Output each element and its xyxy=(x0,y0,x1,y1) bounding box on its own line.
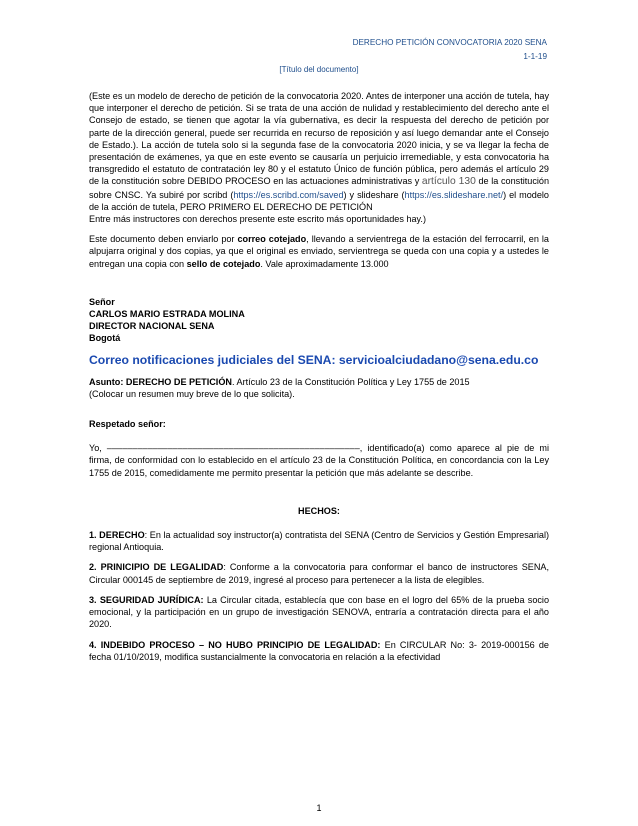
intro-text-4: ) el modelo de la acción de tutela, PERO PRIMERO EL DERECHO DE PETICIÓN xyxy=(89,189,549,212)
subject-paragraph xyxy=(89,376,549,400)
fact-label: 2. PRINICIPIO DE LEGALIDAD xyxy=(89,562,224,573)
intro-text-5: Entre más instructores con derechos presente este escrito más oportunidades hay.) xyxy=(89,214,426,225)
instructions-bold-2: sello de cotejado xyxy=(186,258,261,269)
fact-item xyxy=(89,529,549,553)
instructions-bold-1: correo cotejado xyxy=(237,234,307,245)
subject-label: Asunto: DERECHO DE PETICIÓN xyxy=(89,376,232,387)
recipient-city: Bogotá xyxy=(89,333,121,344)
intro-paragraph xyxy=(89,90,549,225)
facts-heading xyxy=(89,505,549,517)
subject-text: . Artículo 23 de la Constitución Política y Ley 1755 de 2015 xyxy=(231,376,470,387)
intro-text-1: (Este es un modelo de derecho de petición de la convocatoria 2020. Antes de interponer una acción de tutela, hay que interponer el derecho de petición. Si se trata de una acción de nulidad y restablecimiento del derecho ante el Consejo de estado, se tienen que agotar la vía gubernativa, es decir la respuesta del derecho de petición por parte de la dirección general, puede ser recurrida en recurso de reposición y así luego demandar ante el Consejo de Estado.). La acción de tutela solo si la segunda fase de la convocatoria 2020 inicia, y se va llegar la fecha de presentación de exámenes, ya que en este evento se causaría un perjuicio irremediable, y esta convocatoria ha transgredido el estatuto de contratación ley 80 y el estatuto Único de función pública, pero además el artículo 29 de la constitución sobre DEBIDO PROCESO en las actuaciones administrativas y xyxy=(89,91,549,187)
intro-text-2: de la constitución sobre CNSC. Ya subiré por scribd ( xyxy=(89,176,550,200)
document-title-placeholder: [Título del documento] xyxy=(279,65,359,74)
slideshare-link[interactable]: https://es.slideshare.net/ xyxy=(404,189,504,200)
fact-text: : En la actualidad soy instructor(a) contratista del SENA (Centro de Servicios y Gestión Empresarial) regional Antioquia. xyxy=(89,530,549,553)
fact-item xyxy=(89,561,549,585)
fact-label: 4. INDEBIDO PROCESO – NO HUBO PRINCIPIO DE LEGALIDAD: xyxy=(89,639,381,650)
subject-note: (Colocar un resumen muy breve de lo que solicita). xyxy=(89,388,295,399)
intro-text-3: ) y slideshare ( xyxy=(343,189,405,200)
article-reference: artículo 130 xyxy=(421,176,476,188)
scribd-link[interactable]: https://es.scribd.com/saved xyxy=(233,189,344,200)
fact-item xyxy=(89,594,549,631)
greeting xyxy=(89,418,549,430)
notification-email-line: Correo notificaciones judiciales del SENA: servicioalciudadano@sena.edu.co xyxy=(89,352,539,367)
fact-text: En CIRCULAR No: 3- 2019-000156 de fecha 01/10/2019, modifica sustancialmente la convocatoria en relación a la efectividad xyxy=(89,639,549,662)
greeting-text: Respetado señor: xyxy=(89,419,166,430)
instructions-text-3: . Vale aproximadamente 13.000 xyxy=(260,258,389,269)
intro-petition-paragraph: Yo, ––––––––––––––––––––––––––––––––––––––––––––––––––, identificado(a) como aparece al pie de mi firma, de conformidad con lo establecido en el artículo 23 de la Constitución Política, en concordancia con la Ley 1755 de 2015, comedidamente me permito presentar la petición que más adelante se describe. xyxy=(89,443,549,478)
fact-item xyxy=(89,639,549,663)
document-body xyxy=(89,90,549,663)
instructions-paragraph xyxy=(89,233,549,270)
header-date: 1-1-19 xyxy=(523,52,547,61)
fact-text: : Conforme a la convocatoria para conformar el banco de instructores SENA, Circular 000145 de septiembre de 2019, ingresé al proceso para pertenecer a la lista de elegibles. xyxy=(89,562,549,585)
header-title: DERECHO PETICIÓN CONVOCATORIA 2020 SENA xyxy=(352,38,547,47)
recipient-name: CARLOS MARIO ESTRADA MOLINA xyxy=(89,309,245,320)
page-number: 1 xyxy=(316,803,322,813)
instructions-text-1: Este documento deben enviarlo por xyxy=(89,234,238,245)
fact-text: La Circular citada, establecía que con base en el logro del 65% de la prueba socio emocional, y la participación en un grupo de investigación SENOVA, entraría a contratación directa para el año 2020. xyxy=(89,594,549,630)
instructions-text-2: , llevando a servientrega de la estación del ferrocarril, en la alpujarra original y dos copias, ya que el original es enviado, servientrega se queda con una copia y a ustedes le entregan una copia con xyxy=(89,234,549,269)
recipient-salutation: Señor xyxy=(89,296,115,307)
fact-label: 3. SEGURIDAD JURÍDICA: xyxy=(89,594,204,605)
fact-label: 1. DERECHO xyxy=(89,530,145,541)
facts-heading-text: HECHOS: xyxy=(298,505,340,516)
recipient-position: DIRECTOR NACIONAL SENA xyxy=(89,321,215,332)
recipient-block xyxy=(89,296,549,345)
